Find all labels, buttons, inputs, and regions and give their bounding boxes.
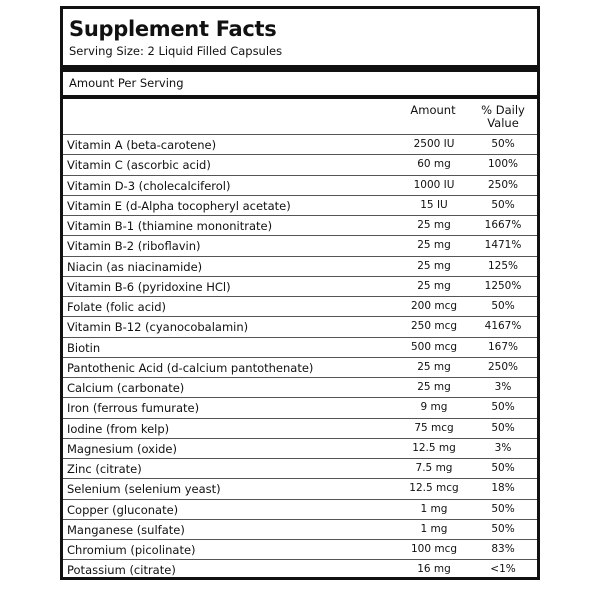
nutrient-daily-value: 50% — [491, 522, 515, 535]
nutrient-daily-value: 3% — [494, 381, 512, 393]
nutrient-row — [63, 377, 537, 397]
panel-title: Supplement Facts — [69, 17, 277, 41]
nutrient-amount: 12.5 mg — [412, 441, 456, 454]
amount-per-serving-label: Amount Per Serving — [69, 76, 184, 90]
nutrient-amount: 2500 IU — [413, 138, 455, 150]
nutrient-daily-value: 4167% — [484, 320, 522, 333]
nutrient-name: Potassium (citrate) — [67, 563, 176, 578]
nutrient-row — [63, 397, 537, 417]
nutrient-daily-value: 3% — [494, 441, 512, 454]
nutrient-row — [63, 357, 537, 377]
nutrient-daily-value: 250% — [487, 178, 519, 191]
nutrient-row — [63, 316, 537, 336]
nutrient-name: Vitamin A (beta-carotene) — [67, 138, 217, 152]
column-header-daily-value — [468, 104, 538, 130]
nutrient-amount: 25 mg — [417, 259, 451, 272]
medium-divider — [63, 95, 537, 99]
nutrient-row — [63, 296, 537, 316]
nutrient-daily-value: <1% — [490, 563, 516, 576]
nutrient-daily-value: 83% — [491, 543, 515, 555]
nutrient-row — [63, 235, 537, 255]
daily-value-header-line2: Value — [487, 116, 519, 130]
nutrient-amount: 25 mg — [417, 239, 451, 252]
nutrient-table — [63, 134, 537, 580]
nutrient-daily-value: 1250% — [484, 279, 522, 292]
nutrient-row — [63, 276, 537, 296]
nutrient-amount: 7.5 mg — [415, 462, 453, 474]
nutrient-daily-value: 50% — [491, 421, 515, 434]
nutrient-amount: 200 mcg — [410, 300, 458, 312]
nutrient-row — [63, 215, 537, 235]
serving-size: Serving Size: 2 Liquid Filled Capsules — [69, 44, 283, 58]
column-header-amount: Amount — [410, 103, 456, 117]
nutrient-daily-value: 250% — [487, 360, 519, 373]
nutrient-amount: 75 mcg — [414, 421, 454, 434]
nutrient-daily-value: 167% — [487, 340, 519, 353]
nutrient-row — [63, 337, 537, 357]
nutrient-daily-value: 100% — [487, 158, 519, 171]
nutrient-amount: 16 mg — [417, 563, 451, 576]
nutrient-name: Pantothenic Acid (d-calcium pantothenate) — [67, 360, 314, 375]
nutrient-amount: 25 mg — [417, 360, 451, 373]
nutrient-daily-value: 1667% — [484, 219, 522, 231]
nutrient-daily-value: 50% — [491, 401, 515, 414]
nutrient-name: Vitamin B-6 (pyridoxine HCl) — [67, 279, 231, 294]
nutrient-name: Magnesium (oxide) — [67, 441, 177, 456]
nutrient-daily-value: 125% — [487, 259, 519, 272]
nutrient-name: Biotin — [67, 340, 101, 355]
nutrient-row — [63, 539, 537, 559]
nutrient-name: Calcium (carbonate) — [67, 381, 185, 395]
nutrient-name: Vitamin D-3 (cholecalciferol) — [67, 178, 231, 193]
nutrient-name: Vitamin E (d-Alpha tocopheryl acetate) — [67, 198, 291, 213]
nutrient-row — [63, 478, 537, 498]
nutrient-name: Copper (gluconate) — [67, 502, 179, 517]
nutrient-daily-value: 50% — [491, 502, 515, 515]
nutrient-amount: 1000 IU — [413, 178, 455, 191]
nutrient-name: Chromium (picolinate) — [67, 543, 196, 557]
nutrient-row — [63, 175, 537, 195]
nutrient-daily-value: 50% — [491, 462, 515, 474]
daily-value-header-line1: % Daily — [481, 103, 525, 117]
nutrient-row — [63, 499, 537, 519]
nutrient-row — [63, 256, 537, 276]
nutrient-name: Iodine (from kelp) — [67, 421, 170, 436]
nutrient-amount: 60 mg — [417, 158, 451, 171]
nutrient-row — [63, 458, 537, 478]
nutrient-name: Manganese (sulfate) — [67, 522, 185, 537]
nutrient-name: Selenium (selenium yeast) — [67, 482, 221, 497]
nutrient-row — [63, 154, 537, 174]
nutrient-amount: 25 mg — [417, 219, 451, 231]
nutrient-daily-value: 50% — [491, 198, 515, 211]
nutrient-amount: 12.5 mcg — [409, 482, 459, 495]
nutrient-name: Iron (ferrous fumurate) — [67, 401, 200, 416]
nutrient-daily-value: 50% — [491, 138, 515, 150]
nutrient-row — [63, 438, 537, 458]
nutrient-amount: 25 mg — [417, 279, 451, 292]
nutrient-name: Niacin (as niacinamide) — [67, 259, 203, 274]
thick-divider — [63, 65, 537, 72]
nutrient-daily-value: 1471% — [484, 239, 522, 252]
nutrient-amount: 15 IU — [420, 198, 448, 211]
nutrient-name: Vitamin B-1 (thiamine mononitrate) — [67, 219, 273, 233]
nutrient-amount: 250 mcg — [410, 320, 458, 333]
nutrient-row — [63, 559, 537, 579]
supplement-facts-panel — [60, 6, 540, 580]
nutrient-name: Vitamin B-12 (cyanocobalamin) — [67, 320, 249, 335]
nutrient-amount: 25 mg — [417, 381, 451, 393]
nutrient-amount: 1 mg — [420, 522, 448, 535]
nutrient-amount: 1 mg — [420, 502, 448, 515]
nutrient-daily-value: 50% — [491, 300, 515, 312]
nutrient-row — [63, 418, 537, 438]
nutrient-name: Vitamin C (ascorbic acid) — [67, 158, 211, 173]
nutrient-amount: 500 mcg — [410, 340, 458, 353]
nutrient-daily-value: 18% — [491, 482, 515, 495]
nutrient-name: Folate (folic acid) — [67, 300, 167, 314]
nutrient-row — [63, 195, 537, 215]
nutrient-row — [63, 519, 537, 539]
nutrient-name: Zinc (citrate) — [67, 462, 142, 476]
nutrient-name: Vitamin B-2 (riboflavin) — [67, 239, 201, 254]
nutrient-row — [63, 134, 537, 154]
nutrient-amount: 9 mg — [420, 401, 448, 414]
nutrient-amount: 100 mcg — [410, 543, 458, 555]
